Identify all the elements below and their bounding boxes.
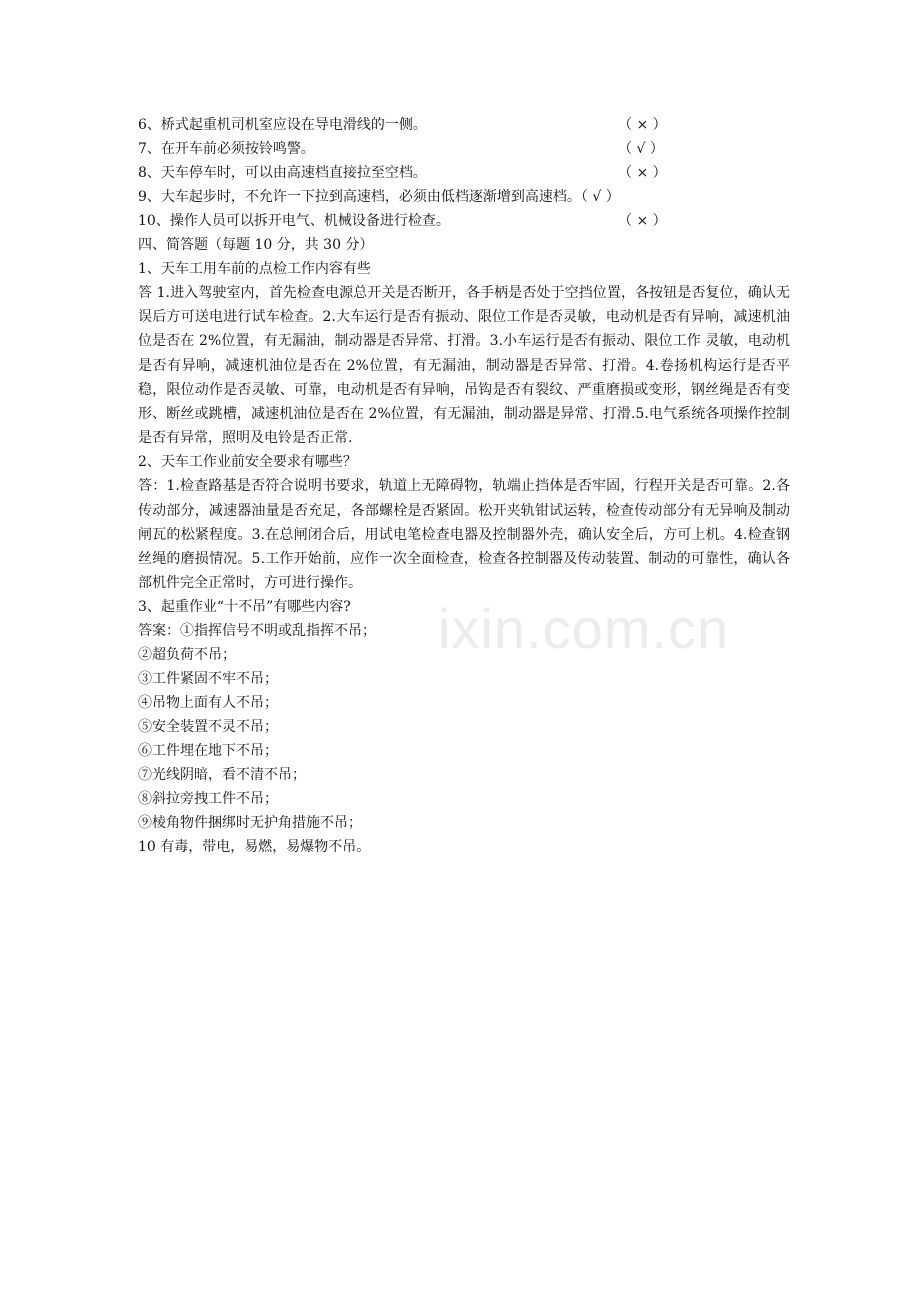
- true-false-list: [138, 113, 790, 233]
- tf-item-10: [138, 209, 790, 233]
- question-1-title: 1、天车工用车前的点检工作内容有些: [138, 261, 371, 277]
- tf-answer: （ × ）: [618, 213, 667, 229]
- watermark: ixin.com.cn: [438, 597, 730, 660]
- question-1-answer: 答 1.进入驾驶室内，首先检查电源总开关是否断开，各手柄是否处于空挡位置，各按钮是否复位，确认无误后方可送电进行试车检查。2.大车运行是否有振动、限位工作是否灵敏，电动机是否有异响，减速机油位是否在 2%位置，有无漏油，制动器是否异常、打滑。3.小车运行是否有振动、限位工作 灵敏，电动机是否有异响，减速机油位是否在 2%位置，有无漏油，制动器是否异常、打滑。4.卷扬机构运行是否平稳，限位动作是否灵敏、可靠，电动机是否有异响，吊钩是否有裂纹、严重磨损或变形，钢丝绳是否有变形、断丝或跳槽，减速机油位是否在 2%位置，有无漏油，制动器是异常、打滑.5.电气系统各项操作控制是否有异常，照明及电铃是否正常.: [138, 285, 790, 447]
- tf-question: 6、桥式起重机司机室应设在导电滑线的一侧。: [138, 117, 427, 133]
- tf-answer: （ × ）: [618, 117, 667, 133]
- list-item: ⑨棱角物件捆绑时无护角措施不吊；: [138, 815, 362, 832]
- question-2-title: 2、天车工作业前安全要求有哪些？: [138, 454, 357, 471]
- tf-question: 7、在开车前必须按铃鸣警。: [138, 141, 315, 157]
- list-item: 10 有毒，带电，易燃，易爆物不吊。: [138, 839, 371, 856]
- tf-answer: （ × ）: [618, 165, 667, 181]
- list-item: ⑧斜拉旁拽工件不吊；: [138, 791, 278, 808]
- question-3-title: 3、起重作业“十不吊”有哪些内容?: [138, 599, 351, 616]
- list-item: ②超负荷不吊；: [138, 647, 236, 664]
- tf-question: 9、大车起步时，不允许一下拉到高速档，必须由低档逐渐增到高速档。: [138, 189, 581, 205]
- section-heading: 四、简答题（每题 10 分，共 30 分）: [138, 237, 374, 253]
- tf-question: 8、天车停车时，可以由高速档直接拉至空档。: [138, 165, 427, 181]
- list-item: 答案：①指挥信号不明或乱指挥不吊；: [138, 623, 376, 640]
- tf-item-7: [138, 137, 790, 161]
- question-3-answer-list: [138, 619, 790, 859]
- list-item: ⑥工件埋在地下不吊；: [138, 743, 278, 760]
- tf-item-6: [138, 113, 790, 137]
- list-item: ④吊物上面有人不吊；: [138, 695, 278, 712]
- document-page: [138, 113, 790, 859]
- tf-question: 10、操作人员可以拆开电气、机械设备进行检查。: [138, 213, 450, 229]
- tf-answer: （ √ ）: [618, 141, 664, 157]
- tf-answer: （ √ ）: [580, 189, 620, 205]
- list-item: ⑤安全装置不灵不吊；: [138, 719, 278, 736]
- list-item: ③工件紧固不牢不吊；: [138, 671, 278, 688]
- tf-item-9: [138, 185, 790, 209]
- list-item: ⑦光线阴暗，看不清不吊；: [138, 767, 306, 784]
- question-2-answer: 答：1.检查路基是否符合说明书要求，轨道上无障碍物，轨端止挡体是否牢固，行程开关是否可靠。2.各传动部分，减速器油量是否充足，各部螺栓是否紧固。松开夹轨钳试运转，检查传动部分有无异响及制动闸瓦的松紧程度。3.在总闸闭合后，用试电笔检查电器及控制器外壳，确认安全后，方可上机。4.检查钢丝绳的磨损情况。5.工作开始前，应作一次全面检查，检查各控制器及传动装置、制动的可靠性，确认各部机件完全正常时，方可进行操作。: [138, 478, 790, 592]
- tf-item-8: [138, 161, 790, 185]
